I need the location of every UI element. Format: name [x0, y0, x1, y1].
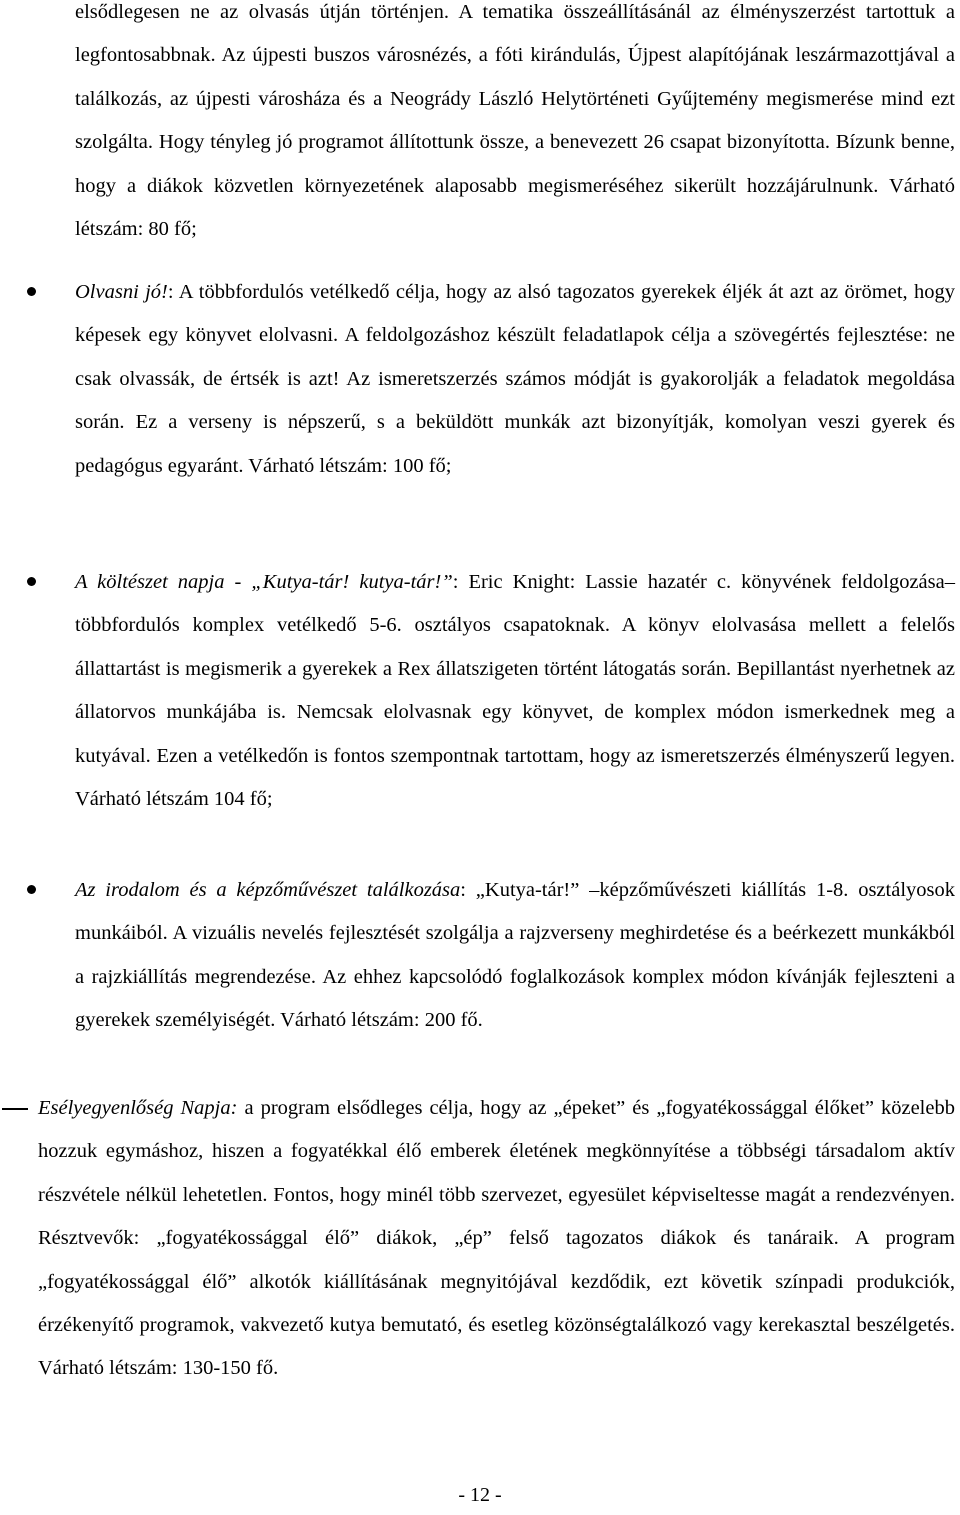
- bullet-dot-icon: [27, 885, 36, 894]
- bullet-dot-icon: [27, 577, 36, 586]
- bullet-dot-icon: [27, 287, 36, 296]
- bullet-item-kolteszet-napja: [75, 561, 955, 821]
- continuation-paragraph: elsődlegesen ne az olvasás útján történjen. A tematika összeállításánál az élményszerzést tartottuk a legfontosabbnak. Az újpesti buszos városnézés, a fóti kirándulás, Újpest alapítójának leszármazottjával a találkozás, az újpesti városháza és a Neogrády László Helytörténeti Gyűjtemény megismerése mind ezt szolgálta. Hogy tényleg jó programot állítottunk össze, a benevezett 26 csapat bizonyította. Bízunk benne, hogy a diákok közvetlen környezetének alaposabb megismeréséhez sikerült hozzájárulnunk. Várható létszám: 80 fő;: [75, 1, 955, 241]
- bullet-item-olvasni-jo: [75, 271, 955, 488]
- page-number: - 12 -: [458, 1484, 502, 1506]
- bullet-title: Olvasni jó!: [75, 281, 168, 303]
- bullet-text: : „Kutya-tár!” –képzőművészeti kiállítás 1-8. osztályosok munkáiból. A vizuális nevelés fejlesztését szolgálja a rajzverseny meghirdetése és a beérkezett munkákból a rajzkiállítás megrendezése. Az ehhez kapcsolódó foglalkozások komplex módon kívánják fejleszteni a gyerekek személyiségét. Várható létszám: 200 fő.: [75, 879, 955, 1032]
- bullet-text: : Eric Knight: Lassie hazatér c. könyvének feldolgozása–többfordulós komplex vetélkedő 5-6. osztályos csapatoknak. A könyv elolvasása mellett a felelős állattartást is megismerik a gyerekek a Rex állatszigeten történt látogatás során. Bepillantást nyerhetnek az állatorvos munkájába is. Nemcsak elolvasnak egy könyvet, de komplex módon ismerkednek meg a kutyával. Ezen a vetélkedőn is fontos szempontnak tartottam, hogy az ismeretszerzés élményszerű legyen. Várható létszám 104 fő;: [75, 571, 955, 811]
- bullet-item-irodalom-kepzomuveszet: [75, 869, 955, 1043]
- dash-title: Esélyegyenlőség Napja:: [38, 1097, 238, 1119]
- bullet-title: Az irodalom és a képzőművészet találkozása: [75, 879, 461, 901]
- bullet-title: A költészet napja - „Kutya-tár! kutya-tár!”: [75, 571, 453, 593]
- dash-item-eselyegyenloseg: [38, 1087, 955, 1391]
- dash-text: a program elsődleges célja, hogy az „épeket” és „fogyatékossággal élőket” közelebb hozzuk egymáshoz, hiszen a fogyatékkal élő emberek életének megkönnyítése a többségi társadalom aktív részvétele nélkül lehetetlen. Fontos, hogy minél több szervezet, egyesület képviseltesse magát a rendezvényen. Résztvevők: „fogyatékossággal élő” diákok, „ép” felső tagozatos diákok és tanáraik. A program „fogyatékossággal élő” alkotók kiállításának megnyitójával kezdődik, ezt követik színpadi produkciók, érzékenyítő programok, vakvezető kutya bemutató, és esetleg közönségtalálkozó vagy kerekasztal beszélgetés. Várható létszám: 130-150 fő.: [38, 1097, 955, 1380]
- bullet-text: : A többfordulós vetélkedő célja, hogy az alsó tagozatos gyerekek éljék át azt az örömet, hogy képesek egy könyvet elolvasni. A feldolgozáshoz készült feladatlapok célja a szövegértés fejlesztése: ne csak olvassák, de értsék is azt! Az ismeretszerzés számos módját is gyakorolják a feladatok megoldása során. Ez a verseny is népszerű, s a beküldött munkák azt bizonyítják, komolyan veszi gyerek és pedagógus egyaránt. Várható létszám: 100 fő;: [75, 281, 955, 477]
- dash-mark-icon: [2, 1108, 28, 1110]
